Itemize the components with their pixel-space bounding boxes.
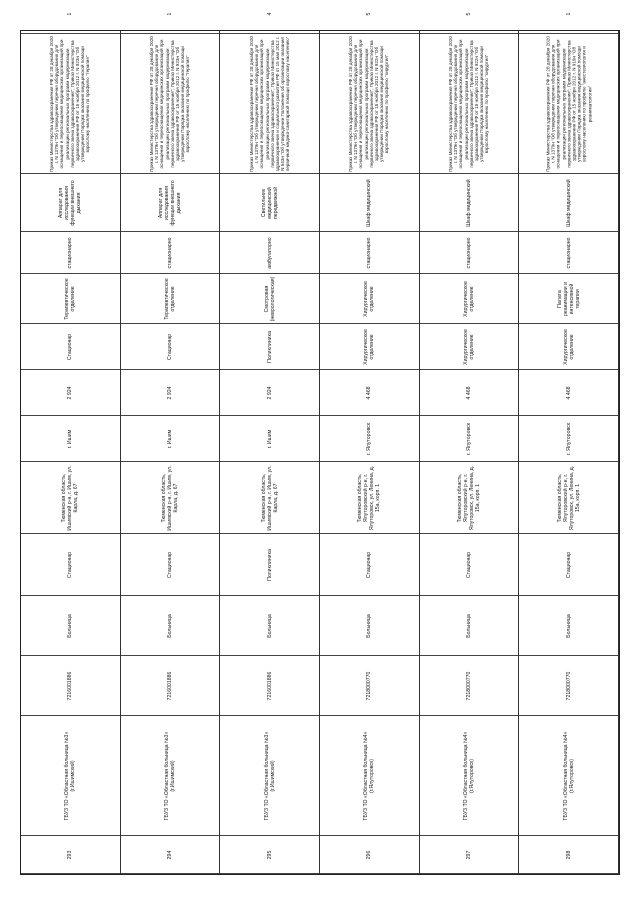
cell-text-org: ГБУЗ ТО «Областная больница №3» (г.Ишимский) bbox=[163, 731, 176, 820]
cell-text-qty: 5 bbox=[465, 12, 472, 15]
cell-text-pop: 2 924 bbox=[166, 386, 173, 399]
cell-locality bbox=[21, 416, 120, 462]
cell-form bbox=[519, 232, 618, 274]
cell-text-order: Приказ Министерства здравоохранения РФ от 28 декабря 2020 г. N 1379н "Об утверждении перечня оборудования для оснащения и переоснащения медицинских организаций при реализации региональных программ модернизации первичного звена здравоохранения"; Приказ Министерства здравоохранения РФ от 15 ноября 2012 г. N 923н "Об утверждении Порядка оказания медицинской помощи взрослому населению по профилю "терапия" bbox=[49, 35, 91, 172]
cell-category bbox=[420, 534, 519, 596]
cell-dept bbox=[519, 274, 618, 324]
cell-dept bbox=[220, 274, 319, 324]
cell-code bbox=[21, 656, 120, 716]
cell-form bbox=[420, 232, 519, 274]
cell-text-address: Тюменская область, Ялуторовский р-н, г. Ялуторовск, ул. Ленина, д. 15а, корп. 1 bbox=[357, 465, 382, 530]
cell-locality bbox=[420, 416, 519, 462]
cell-text-category: Стационар bbox=[67, 551, 74, 578]
cell-text-pop: 4 468 bbox=[465, 386, 472, 399]
cell-equip bbox=[519, 174, 618, 232]
cell-text-equip: Светильник медицинский передвижной bbox=[260, 186, 279, 219]
cell-text-code: 7218000770 bbox=[366, 671, 373, 700]
cell-address bbox=[320, 462, 419, 534]
cell-form bbox=[121, 232, 220, 274]
cell-text-num: 297 bbox=[465, 850, 472, 859]
cell-text-category: Стационар bbox=[166, 551, 173, 578]
cell-pop bbox=[21, 370, 120, 416]
cell-type bbox=[320, 596, 419, 656]
cell-num bbox=[121, 836, 220, 874]
cell-equip bbox=[320, 174, 419, 232]
cell-text-category: Стационар bbox=[366, 551, 373, 578]
cell-equip bbox=[121, 174, 220, 232]
cell-text-dept: Хирургическое отделение bbox=[363, 280, 376, 317]
cell-address bbox=[220, 462, 319, 534]
cell-code bbox=[220, 656, 319, 716]
cell-form bbox=[21, 232, 120, 274]
cell-text-form: стационарно bbox=[565, 237, 572, 268]
cell-text-num: 293 bbox=[67, 850, 74, 859]
cell-care bbox=[21, 324, 120, 370]
cell-org bbox=[320, 716, 419, 836]
cell-text-form: стационарно bbox=[166, 237, 173, 268]
cell-dept bbox=[320, 274, 419, 324]
cell-text-care: Стационар bbox=[166, 333, 173, 360]
cell-text-category: Стационар bbox=[465, 551, 472, 578]
cell-equip bbox=[220, 174, 319, 232]
cell-category bbox=[121, 534, 220, 596]
cell-text-code: 7216001886 bbox=[67, 671, 74, 700]
scanned-table-page bbox=[20, 12, 620, 875]
cell-text-care: Поликлиника bbox=[266, 330, 273, 363]
cell-num bbox=[21, 836, 120, 874]
cell-locality bbox=[121, 416, 220, 462]
cell-code bbox=[420, 656, 519, 716]
cell-text-org: ГБУЗ ТО «Областная больница №3» (г.Ишимский) bbox=[263, 731, 276, 820]
cell-org bbox=[21, 716, 120, 836]
cell-org bbox=[519, 716, 618, 836]
cell-text-address: Тюменская область, Ялуторовский р-н, г. Ялуторовск, ул. Ленина, д. 15а, корп. 1 bbox=[456, 465, 481, 530]
cell-text-equip: Шкаф медицинский bbox=[565, 178, 572, 227]
cell-text-address: Тюменская область, Ишимский р-н, г. Ишим, ул. Карла, д. 67 bbox=[61, 464, 80, 531]
cell-text-type: Больница bbox=[565, 613, 572, 638]
cell-text-pop: 2 924 bbox=[67, 386, 74, 399]
cell-text-address: Тюменская область, Ишимский р-н, г. Ишим, ул. Карла, д. 67 bbox=[260, 464, 279, 531]
cell-num bbox=[519, 836, 618, 874]
cell-text-type: Больница bbox=[67, 613, 74, 638]
cell-text-care: Хирургическое отделение bbox=[462, 328, 475, 365]
cell-org bbox=[420, 716, 519, 836]
cell-pop bbox=[121, 370, 220, 416]
cell-qty bbox=[21, 0, 120, 34]
cell-care bbox=[420, 324, 519, 370]
cell-code bbox=[320, 656, 419, 716]
cell-text-form: стационарно bbox=[465, 237, 472, 268]
cell-address bbox=[21, 462, 120, 534]
cell-text-category: Стационар bbox=[565, 551, 572, 578]
cell-text-order: Приказ Министерства здравоохранения РФ от 28 декабря 2020 г. N 1379н "Об утверждении перечня оборудования для оснащения и переоснащения медицинских организаций при реализации региональных программ модернизации первичного звена здравоохранения"; Приказ Министерства здравоохранения РФ от 15 ноября 2012 г. N 919н "Об утверждении Порядка оказания медицинской помощи взрослому населению по профилю "анестезиология и реаниматология" bbox=[545, 35, 592, 172]
cell-dept bbox=[420, 274, 519, 324]
cell-num bbox=[220, 836, 319, 874]
cell-pop bbox=[519, 370, 618, 416]
cell-qty bbox=[320, 0, 419, 34]
cell-equip bbox=[21, 174, 120, 232]
cell-locality bbox=[519, 416, 618, 462]
cell-text-num: 296 bbox=[366, 850, 373, 859]
cell-type bbox=[420, 596, 519, 656]
cell-text-qty: 4 bbox=[266, 12, 273, 15]
cell-care bbox=[220, 324, 319, 370]
cell-code bbox=[121, 656, 220, 716]
cell-text-order: Приказ Министерства здравоохранения РФ от 28 декабря 2020 г. N 1379н "Об утверждении перечня оборудования для оснащения и переоснащения медицинских организаций при реализации региональных программ модернизации первичного звена здравоохранения"; Приказ Министерства здравоохранения РФ от 15 ноября 2012 г. N 922н "Об утверждении Порядка оказания медицинской помощи взрослому населению по профилю "хирургия" bbox=[448, 35, 490, 172]
cell-text-code: 7216001886 bbox=[166, 671, 173, 700]
cell-num bbox=[320, 836, 419, 874]
cell-category bbox=[220, 534, 319, 596]
cell-pop bbox=[220, 370, 319, 416]
cell-text-type: Больница bbox=[366, 613, 373, 638]
cell-text-order: Приказ Министерства здравоохранения РФ от 28 декабря 2020 г. N 1379н "Об утверждении перечня оборудования для оснащения и переоснащения медицинских организаций при реализации региональных программ модернизации первичного звена здравоохранения"; Приказ Министерства здравоохранения РФ от 15 ноября 2012 г. N 923н "Об утверждении Порядка оказания медицинской помощи взрослому населению по профилю "терапия" bbox=[149, 35, 191, 172]
cell-category bbox=[320, 534, 419, 596]
cell-order bbox=[519, 34, 618, 174]
cell-text-num: 298 bbox=[565, 850, 572, 859]
cell-text-locality: г. Ишим bbox=[67, 429, 74, 448]
cell-text-locality: г. Ишим bbox=[266, 429, 273, 448]
cell-order bbox=[121, 34, 220, 174]
cell-text-care: Хирургическое отделение bbox=[363, 328, 376, 365]
cell-text-org: ГБУЗ ТО «Областная больница №4» (г.Ялуторовск) bbox=[363, 731, 376, 820]
cell-text-org: ГБУЗ ТО «Областная больница №4» (г.Ялуторовск) bbox=[562, 731, 575, 820]
cell-qty bbox=[121, 0, 220, 34]
table-row bbox=[320, 12, 420, 874]
cell-num bbox=[420, 836, 519, 874]
cell-care bbox=[121, 324, 220, 370]
table-row bbox=[121, 12, 221, 874]
cell-type bbox=[21, 596, 120, 656]
cell-qty bbox=[220, 0, 319, 34]
cell-text-locality: г. Ишим bbox=[166, 429, 173, 448]
cell-text-locality: г. Ялуторовск bbox=[465, 422, 472, 455]
cell-order bbox=[220, 34, 319, 174]
cell-text-qty: 1 bbox=[67, 12, 74, 15]
cell-text-equip: Шкаф медицинский bbox=[366, 178, 373, 227]
cell-locality bbox=[320, 416, 419, 462]
cell-order bbox=[320, 34, 419, 174]
cell-text-type: Больница bbox=[266, 613, 273, 638]
cell-text-pop: 2 924 bbox=[266, 386, 273, 399]
cell-text-qty: 1 bbox=[166, 12, 173, 15]
cell-text-locality: г. Ялуторовск bbox=[366, 422, 373, 455]
cell-code bbox=[519, 656, 618, 716]
cell-text-address: Тюменская область, Ишимский р-н, г. Ишим, ул. Карла, д. 67 bbox=[160, 464, 179, 531]
cell-equip bbox=[420, 174, 519, 232]
cell-qty bbox=[519, 0, 618, 34]
cell-address bbox=[121, 462, 220, 534]
cell-org bbox=[121, 716, 220, 836]
cell-text-form: стационарно bbox=[67, 237, 74, 268]
cell-text-equip: Аппарат для исследования функции внешнего дыхания bbox=[58, 179, 83, 226]
table-row bbox=[519, 12, 619, 874]
cell-pop bbox=[420, 370, 519, 416]
cell-text-category: Поликлиника bbox=[266, 548, 273, 581]
cell-text-num: 294 bbox=[166, 850, 173, 859]
cell-text-type: Больница bbox=[166, 613, 173, 638]
cell-text-equip: Аппарат для исследования функции внешнего дыхания bbox=[157, 179, 182, 226]
cell-text-qty: 5 bbox=[366, 12, 373, 15]
table-row bbox=[21, 12, 121, 874]
cell-text-code: 7218000770 bbox=[465, 671, 472, 700]
cell-type bbox=[121, 596, 220, 656]
cell-text-order: Приказ Министерства здравоохранения РФ от 28 декабря 2020 г. N 1379н "Об утверждении перечня оборудования для оснащения и переоснащения медицинских организаций при реализации региональных программ модернизации первичного звена здравоохранения"; Приказ Министерства здравоохранения РФ от 15 ноября 2012 г. N 922н "Об утверждении Порядка оказания медицинской помощи взрослому населению по профилю "хирургия" bbox=[348, 35, 390, 172]
cell-text-code: 7218000770 bbox=[565, 671, 572, 700]
cell-qty bbox=[420, 0, 519, 34]
cell-form bbox=[320, 232, 419, 274]
cell-address bbox=[519, 462, 618, 534]
cell-text-form: стационарно bbox=[366, 237, 373, 268]
cell-text-locality: г. Ялуторовск bbox=[565, 422, 572, 455]
cell-text-order: Приказ Министерства здравоохранения РФ от 28 декабря 2020 г. N 1379н "Об утверждении перечня оборудования для оснащения и переоснащения медицинских организаций при реализации региональных программ модернизации первичного звена здравоохранения"; Приказ Министерства здравоохранения и социального развития РФ от 15 мая 2012 г. N 543н "Об утверждении Положения об организации оказания первичной медико-санитарной помощи взрослому населению" bbox=[248, 35, 291, 172]
table-row bbox=[420, 12, 520, 874]
cell-care bbox=[519, 324, 618, 370]
cell-order bbox=[21, 34, 120, 174]
cell-order bbox=[420, 34, 519, 174]
cell-category bbox=[21, 534, 120, 596]
cell-type bbox=[519, 596, 618, 656]
cell-text-type: Больница bbox=[465, 613, 472, 638]
cell-text-care: Стационар bbox=[67, 333, 74, 360]
table-row bbox=[220, 12, 320, 874]
cell-text-care: Хирургическое отделение bbox=[562, 328, 575, 365]
cell-text-equip: Шкаф медицинский bbox=[465, 178, 472, 227]
cell-text-org: ГБУЗ ТО «Областная больница №4» (г.Ялуторовск) bbox=[462, 731, 475, 820]
cell-type bbox=[220, 596, 319, 656]
cell-text-qty: 1 bbox=[565, 12, 572, 15]
cell-text-org: ГБУЗ ТО «Областная больница №3» (г.Ишимский) bbox=[64, 731, 77, 820]
cell-text-pop: 4 468 bbox=[565, 386, 572, 399]
cell-text-address: Тюменская область, Ялуторовский р-н, г. Ялуторовск, ул. Ленина, д. 15а, корп. 1 bbox=[556, 465, 581, 530]
cell-org bbox=[220, 716, 319, 836]
cell-form bbox=[220, 232, 319, 274]
cell-text-pop: 4 468 bbox=[366, 386, 373, 399]
cell-dept bbox=[121, 274, 220, 324]
cell-text-form: амбулаторно bbox=[266, 236, 273, 269]
cell-pop bbox=[320, 370, 419, 416]
cell-text-code: 7216001886 bbox=[266, 671, 273, 700]
cell-text-num: 295 bbox=[266, 850, 273, 859]
cell-dept bbox=[21, 274, 120, 324]
cell-text-dept: Смотровая (неврологическая) bbox=[263, 276, 276, 321]
cell-category bbox=[519, 534, 618, 596]
cell-address bbox=[420, 462, 519, 534]
cell-care bbox=[320, 324, 419, 370]
cell-text-dept: Хирургическое отделение bbox=[462, 280, 475, 317]
cell-text-dept: Терапевтическое отделение bbox=[163, 277, 176, 320]
cell-text-dept: Палата реанимации и интенсивной терапии bbox=[556, 281, 581, 316]
cell-locality bbox=[220, 416, 319, 462]
cell-text-dept: Терапевтическое отделение bbox=[64, 277, 77, 320]
